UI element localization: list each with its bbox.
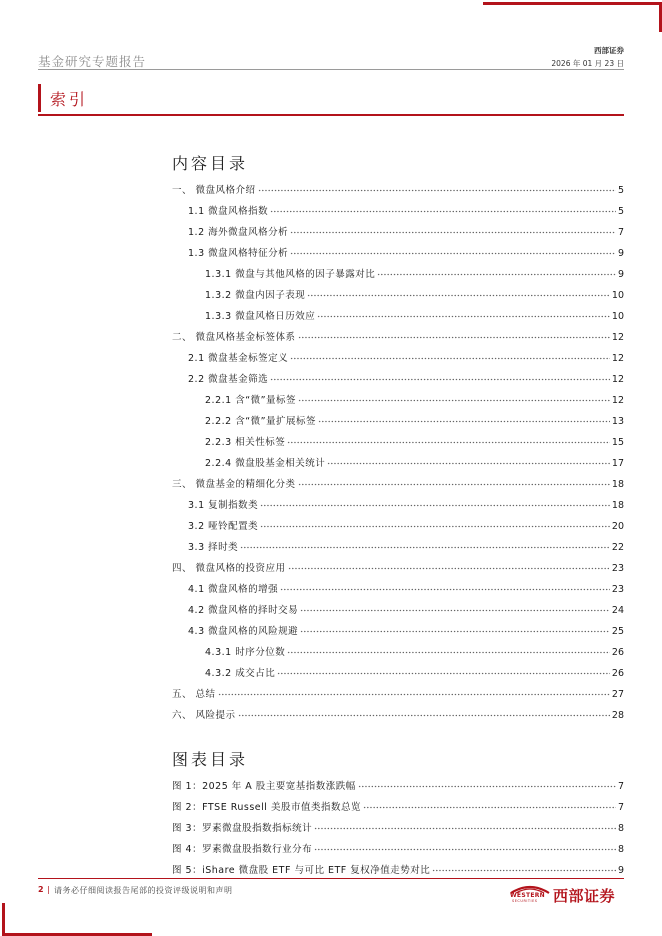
toc-entry[interactable] [205,413,624,427]
toc-entry-page: 23 [611,584,624,595]
toc-entry[interactable] [172,476,624,490]
dot-leader [300,628,610,635]
dot-leader [290,355,610,362]
toc-entry[interactable] [188,581,624,595]
toc-entry-page: 10 [611,311,624,322]
dot-leader [314,846,616,853]
dot-leader [277,670,610,677]
footer-separator: | [47,885,50,894]
footer-disclaimer: 请务必仔细阅读报告尾部的投资评级说明和声明 [54,886,233,895]
toc-entry-text: 1.1 微盘风格指数 [188,206,269,217]
report-date: 2026 年 01 月 23 日 [551,59,624,68]
logo-english: WESTERN [510,892,545,899]
footer-divider [38,878,624,879]
dot-leader [260,523,610,530]
toc-entry-text: 2.2.3 相关性标签 [205,437,286,448]
figure-entry-page: 7 [617,802,624,813]
toc-entry[interactable] [172,707,624,721]
dot-leader [314,825,616,832]
toc-entry[interactable] [172,560,624,574]
section-title-bar [38,80,624,115]
figure-entry-text: 图 1：2025 年 A 股主要宽基指数涨跌幅 [172,781,356,792]
toc-entry-page: 18 [611,500,624,511]
toc-entry-text: 3.3 择时类 [188,542,239,553]
toc-heading: 内容目录 [172,154,249,173]
dot-leader [260,502,610,509]
toc-entry-text: 六、 风险提示 [172,710,236,721]
dot-leader [318,418,610,425]
footer-page-number: 2 [38,885,44,894]
toc-entry-page: 25 [611,626,624,637]
dot-leader [363,804,616,811]
logo-english-sub: SECURITIES [512,899,538,903]
header-divider [38,69,624,70]
toc-entry-text: 三、 微盘基金的精细化分类 [172,479,296,490]
toc-entry-page: 18 [611,479,624,490]
figure-entry-text: 图 4：罗素微盘股指数行业分布 [172,844,313,855]
toc-entry-page: 12 [611,353,624,364]
toc-entry-page: 20 [611,521,624,532]
toc-entry-text: 2.2 微盘基金筛选 [188,374,269,385]
company-logo [508,884,624,906]
toc-entry-page: 9 [617,248,624,259]
section-accent-bar [38,84,41,112]
toc-entry-text: 4.2 微盘风格的择时交易 [188,605,299,616]
toc-entry[interactable] [205,308,624,322]
dot-leader [300,607,610,614]
figures-heading: 图表目录 [172,750,249,769]
toc-entry[interactable] [172,182,624,196]
toc-entry[interactable] [205,644,624,658]
logo-chinese: 西部证券 [553,887,616,905]
toc-entry[interactable] [188,371,624,385]
toc-entry[interactable] [205,455,624,469]
toc-entry-page: 5 [617,185,624,196]
toc-entry-text: 3.1 复制指数类 [188,500,259,511]
toc-entry-page: 13 [611,416,624,427]
toc-entry-text: 4.3 微盘风格的风险规避 [188,626,299,637]
dot-leader [270,376,610,383]
toc-entry-text: 1.3 微盘风格特征分析 [188,248,289,259]
toc-entry-page: 9 [617,269,624,280]
figure-entry[interactable] [172,778,624,792]
dot-leader [298,481,610,488]
dot-leader [377,271,616,278]
toc-entry-text: 4.3.2 成交占比 [205,668,276,679]
toc-entry[interactable] [188,245,624,259]
toc-entry[interactable] [188,350,624,364]
toc-entry-page: 27 [611,689,624,700]
figure-entry-page: 7 [617,781,624,792]
dot-leader [258,187,616,194]
dot-leader [287,439,610,446]
dot-leader [327,460,610,467]
toc-entry-text: 2.2.4 微盘股基金相关统计 [205,458,326,469]
dot-leader [290,229,616,236]
section-divider [38,114,624,116]
toc-entry-text: 2.2.1 含“微”量标签 [205,395,297,406]
toc-entry[interactable] [188,203,624,217]
corner-decoration-top-right [483,2,662,5]
dot-leader [238,712,610,719]
dot-leader [270,208,616,215]
toc-entry-page: 26 [611,647,624,658]
toc-entry[interactable] [205,392,624,406]
toc-entry[interactable] [205,266,624,280]
dot-leader [298,334,610,341]
dot-leader [288,565,610,572]
toc-entry[interactable] [205,287,624,301]
toc-entry-text: 3.2 哑铃配置类 [188,521,259,532]
toc-entry[interactable] [188,497,624,511]
dot-leader [287,649,610,656]
report-type: 基金研究专题报告 [38,54,147,69]
toc-entry[interactable] [188,623,624,637]
dot-leader [432,867,616,874]
toc-entry[interactable] [188,539,624,553]
toc-entry-text: 一、 微盘风格介绍 [172,185,256,196]
figure-entry[interactable] [172,799,624,813]
toc-entry[interactable] [205,665,624,679]
figure-entry[interactable] [172,841,624,855]
toc-entry-text: 4.3.1 时序分位数 [205,647,286,658]
toc-entry-text: 4.1 微盘风格的增强 [188,584,279,595]
toc-entry-page: 5 [617,206,624,217]
figure-entry-text: 图 2：FTSE Russell 美股市值类指数总览 [172,802,361,813]
toc-entry[interactable] [188,518,624,532]
toc-entry-page: 7 [617,227,624,238]
toc-entry-text: 1.3.3 微盘风格日历效应 [205,311,316,322]
toc-entry-text: 2.2.2 含“微”量扩展标签 [205,416,317,427]
toc-entry-page: 17 [611,458,624,469]
dot-leader [358,783,616,790]
dot-leader [218,691,610,698]
toc-entry-page: 22 [611,542,624,553]
corner-decoration-bottom-left-vertical [2,903,5,936]
toc-entry-text: 1.2 海外微盘风格分析 [188,227,289,238]
toc-entry-page: 12 [611,374,624,385]
toc-entry-text: 四、 微盘风格的投资应用 [172,563,286,574]
dot-leader [240,544,610,551]
figure-entry-page: 8 [617,844,624,855]
dot-leader [317,313,610,320]
toc-entry-text: 1.3.1 微盘与其他风格的因子暴露对比 [205,269,376,280]
toc-entry-page: 28 [611,710,624,721]
dot-leader [280,586,610,593]
dot-leader [298,397,610,404]
figure-entry-text: 图 3：罗素微盘股指数指标统计 [172,823,313,834]
toc-entry[interactable] [188,224,624,238]
figure-entry-text: 图 5：iShare 微盘股 ETF 与可比 ETF 复权净值走势对比 [172,865,431,876]
toc-entry-text: 1.3.2 微盘内因子表现 [205,290,306,301]
figure-entry-page: 8 [617,823,624,834]
figure-entry[interactable] [172,820,624,834]
toc-entry[interactable] [172,686,624,700]
toc-entry-page: 12 [611,395,624,406]
toc-entry[interactable] [172,329,624,343]
toc-entry-text: 二、 微盘风格基金标签体系 [172,332,296,343]
toc-entry-page: 15 [611,437,624,448]
section-title: 索引 [50,90,89,109]
toc-entry[interactable] [205,434,624,448]
header-company: 西部证券 [594,46,624,55]
toc-entry[interactable] [188,602,624,616]
toc-entry-page: 10 [611,290,624,301]
toc-entry-text: 五、 总结 [172,689,216,700]
toc-entry-page: 26 [611,668,624,679]
toc-entry-page: 12 [611,332,624,343]
toc-entry-text: 2.1 微盘基金标签定义 [188,353,289,364]
dot-leader [307,292,610,299]
dot-leader [290,250,616,257]
toc-entry-page: 23 [611,563,624,574]
figure-entry-page: 9 [617,865,624,876]
figure-entry[interactable] [172,862,624,876]
toc-entry-page: 24 [611,605,624,616]
